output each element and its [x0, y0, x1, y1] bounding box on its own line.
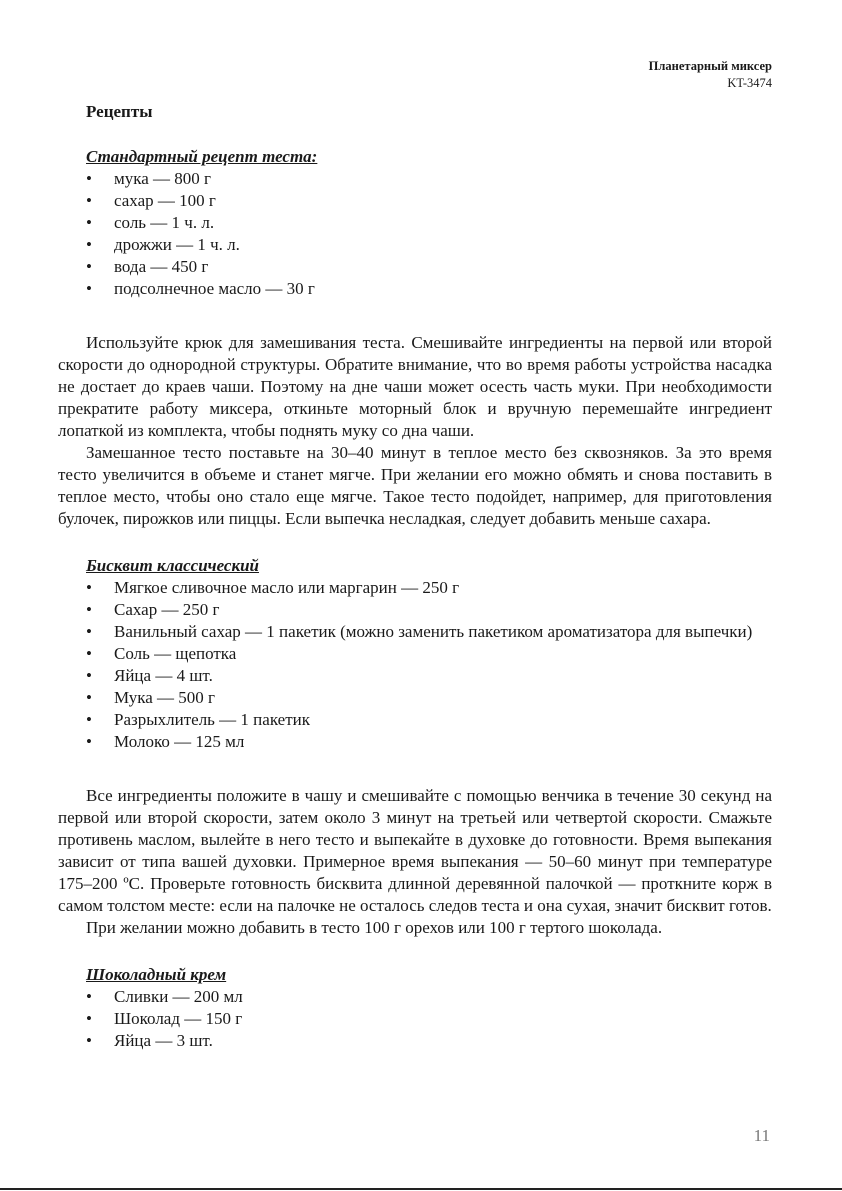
list-item: • Сливки — 200 мл — [58, 986, 772, 1008]
instruction-paragraph: Все ингредиенты положите в чашу и смешивайте с помощью венчика в течение 30 секунд на первой или второй скорости, затем около 3 минут на третьей или четвертой скорости. Смажьте противень маслом, вылейте в него тесто и выпекайте в духовке до готовности. Время выпекания зависит от типа вашей духовки. Примерное время выпекания — 50–60 минут при температуре 175–200 ºC. Проверьте готовность бисквита длинной деревянной палочкой — проткните корж в самом толстом месте: если на палочке не осталось следов теста и она сухая, значит бисквит готов. — [58, 786, 772, 915]
recipe-standard-dough — [58, 146, 772, 530]
ingredient-list — [58, 168, 772, 300]
list-item: • Соль — щепотка — [58, 643, 772, 665]
list-item: • Ванильный сахар — 1 пакетик (можно заменить пакетиком ароматизатора для выпечки) — [58, 621, 772, 643]
instruction-paragraph: Замешанное тесто поставьте на 30–40 минут в теплое место без сквозняков. За это время тесто увеличится в объеме и станет мягче. При желании его можно обмять и снова поставить в теплое место, чтобы оно стало еще мягче. Такое тесто подойдет, например, для приготовления булочек, пирожков или пиццы. Если выпечка несладкая, следует добавить меньше сахара. — [58, 443, 772, 528]
recipe-title: Стандартный рецепт теста: — [86, 147, 318, 166]
list-item: • Яйца — 4 шт. — [58, 665, 772, 687]
list-item: • Мука — 500 г — [58, 687, 772, 709]
list-item: • сахар — 100 г — [58, 190, 772, 212]
ingredient-list — [58, 577, 772, 753]
page-header — [649, 58, 772, 92]
page-bottom-divider — [0, 1188, 842, 1190]
section-title: Рецепты — [86, 102, 153, 121]
list-item: • Шоколад — 150 г — [58, 1008, 772, 1030]
list-item: • соль — 1 ч. л. — [58, 212, 772, 234]
list-item: • Молоко — 125 мл — [58, 731, 772, 753]
page-content — [58, 98, 772, 1052]
list-item: • подсолнечное масло — 30 г — [58, 278, 772, 300]
instruction-paragraph: Используйте крюк для замешивания теста. Смешивайте ингредиенты на первой или второй скорости до однородной структуры. Обратите внимание, что во время работы устройства насадка не достает до краев чаши. Поэтому на дне чаши может осесть часть муки. При необходимости прекратите работу миксера, откиньте моторный блок и вручную перемешайте ингредиент лопаткой из комплекта, чтобы поднять муку со дна чаши. — [58, 333, 772, 440]
list-item: • Сахар — 250 г — [58, 599, 772, 621]
recipe-chocolate-cream — [58, 964, 772, 1052]
recipe-title: Бисквит классический — [86, 556, 259, 575]
list-item: • дрожжи — 1 ч. л. — [58, 234, 772, 256]
ingredient-list — [58, 986, 772, 1052]
list-item: • мука — 800 г — [58, 168, 772, 190]
product-name: Планетарный миксер — [648, 59, 772, 73]
recipe-title: Шоколадный крем — [86, 965, 227, 984]
list-item: • Мягкое сливочное масло или маргарин — 250 г — [58, 577, 772, 599]
page-number: 11 — [753, 1126, 770, 1145]
list-item: • вода — 450 г — [58, 256, 772, 278]
list-item: • Яйца — 3 шт. — [58, 1030, 772, 1052]
list-item: • Разрыхлитель — 1 пакетик — [58, 709, 772, 731]
recipe-classic-sponge — [58, 555, 772, 939]
instruction-paragraph: При желании можно добавить в тесто 100 г орехов или 100 г тертого шоколада. — [86, 918, 663, 937]
model-number: KT-3474 — [727, 76, 772, 90]
